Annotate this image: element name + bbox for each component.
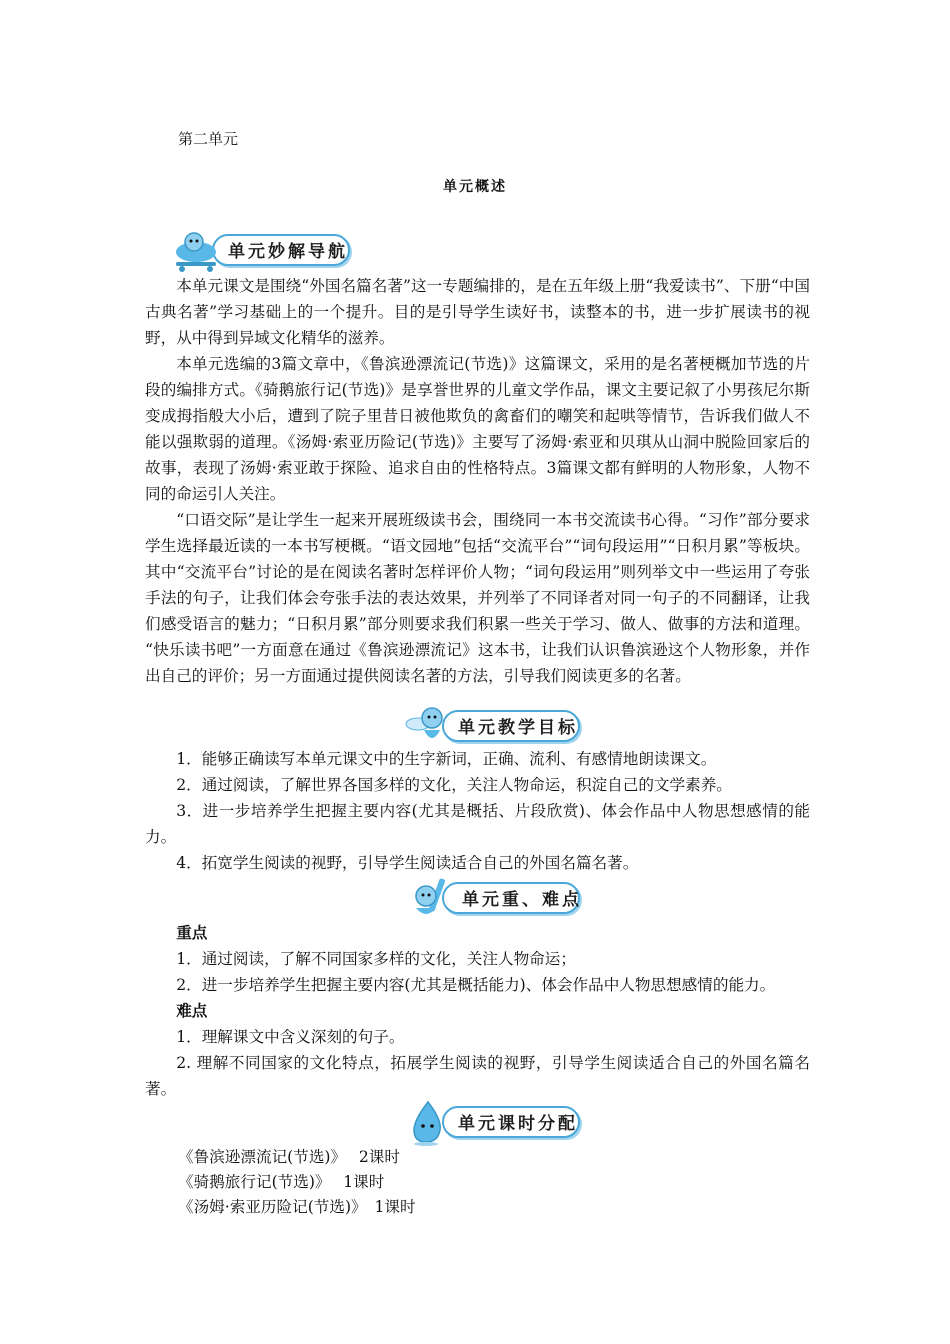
goal-item: 1．能够正确读写本单元课文中的生字新词，正确、流利、有感情地朗读课文。 [176, 750, 717, 768]
lesson-item: 《汤姆·索亚历险记(节选)》 1课时 [178, 1198, 416, 1216]
key-points-title: 单元重、难点 [462, 890, 582, 910]
key-points-list [145, 920, 810, 1102]
schedule-list [178, 1145, 416, 1220]
guide-body [145, 273, 810, 689]
goals-title: 单元教学目标 [458, 718, 578, 738]
goals-list [145, 746, 810, 876]
guide-banner [172, 226, 352, 266]
goals-banner [404, 702, 584, 742]
lesson-item: 《鲁滨逊漂流记(节选)》 2课时 [178, 1148, 400, 1166]
goal-item: 3．进一步培养学生把握主要内容(尤其是概括、片段欣赏)、体会作品中人物思想感情的能力。 [145, 802, 810, 846]
mascot-pencil-icon [404, 874, 460, 922]
guide-title: 单元妙解导航 [228, 242, 348, 262]
key-item: 2．进一步培养学生把握主要内容(尤其是概括能力)、体会作品中人物思想感情的能力。 [176, 976, 776, 994]
goal-item: 4．拓宽学生阅读的视野，引导学生阅读适合自己的外国名篇名著。 [176, 854, 639, 872]
difficult-item: 2. 理解不同国家的文化特点，拓展学生阅读的视野，引导学生阅读适合自己的外国名篇名著。 [145, 1054, 810, 1098]
guide-paragraph: 本单元课文是围绕“外国名篇名著”这一专题编排的，是在五年级上册“我爱读书”、下册“中国古典名著”学习基础上的一个提升。目的是引导学生读好书，读整本的书，进一步扩展读书的视野，从中得到异域文化精华的滋养。 [145, 277, 810, 347]
mascot-angel-icon [404, 702, 460, 750]
schedule-title: 单元课时分配 [458, 1114, 578, 1134]
mascot-drop-icon [404, 1098, 460, 1146]
guide-paragraph: “口语交际”是让学生一起来开展班级读书会，围绕同一本书交流读书心得。“习作”部分要求学生选择最近读的一本书写梗概。“语文园地”包括“交流平台”“词句段运用”“日积月累”等板块。其中“交流平台”讨论的是在阅读名著时怎样评价人物；“词句段运用”则列举文中一些运用了夸张手法的句子，让我们体会夸张手法的表达效果，并列举了不同译者对同一句子的不同翻译，让我们感受语言的魅力；“日积月累”部分则要求我们积累一些关于学习、做人、做事的方法和道理。 “快乐读书吧”一方面意在通过《鲁滨逊漂流记》这本书，让我们认识鲁滨逊这个人物形象，并作出自己的评价；另一方面通过提供阅读名著的方法，引导我们阅读更多的名著。 [145, 511, 810, 685]
goal-item: 2．通过阅读，了解世界各国多样的文化，关注人物命运，积淀自己的文学素养。 [176, 776, 732, 794]
key-points-banner [404, 874, 584, 914]
key-item: 1．通过阅读，了解不同国家多样的文化，关注人物命运； [176, 950, 576, 968]
difficult-label: 难点 [176, 1001, 208, 1020]
lesson-item: 《骑鹅旅行记(节选)》 1课时 [178, 1173, 385, 1191]
guide-paragraph: 本单元选编的3篇文章中，《鲁滨逊漂流记(节选)》这篇课文，采用的是名著梗概加节选的片段的编排方式。《骑鹅旅行记(节选)》是享誉世界的儿童文学作品，课文主要记叙了小男孩尼尔斯变成拇指般大小后，遭到了院子里昔日被他欺负的禽畜们的嘲笑和起哄等情节，告诉我们做人不能以强欺弱的道理。《汤姆·索亚历险记(节选)》主要写了汤姆·索亚和贝琪从山洞中脱险回家后的故事，表现了汤姆·索亚敢于探险、追求自由的性格特点。3篇课文都有鲜明的人物形象，人物不同的命运引人关注。 [145, 355, 810, 503]
mascot-plane-icon [172, 226, 232, 274]
schedule-banner [404, 1098, 584, 1138]
unit-label: 第二单元 [178, 130, 239, 148]
difficult-item: 1．理解课文中含义深刻的句子。 [176, 1028, 405, 1046]
key-label: 重点 [176, 923, 208, 942]
overview-title: 单元概述 [443, 179, 507, 195]
